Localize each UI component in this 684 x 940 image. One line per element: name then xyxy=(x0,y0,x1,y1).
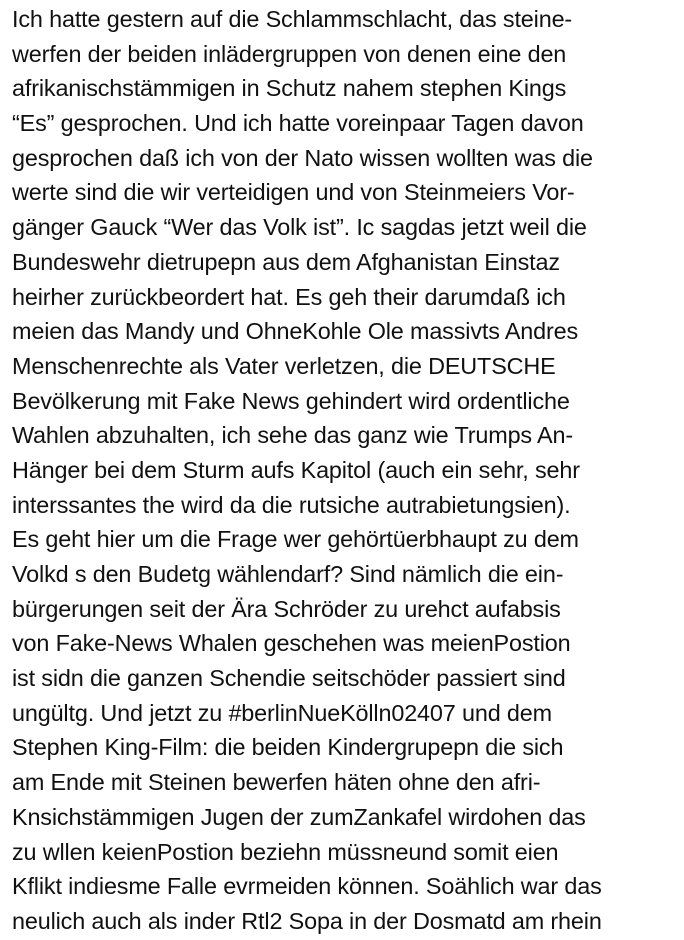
text-line: Stephen King-Film: die beiden Kindergrupepn die sich xyxy=(12,734,564,761)
text-line: am Ende mit Steinen bewerfen häten ohne den afri- xyxy=(12,769,541,796)
text-line: interssantes the wird da die rutsiche autrabietungsien). xyxy=(12,491,571,518)
text-line: Hänger bei dem Sturm aufs Kapitol (auch ein sehr, sehr xyxy=(12,456,580,483)
text-line: von Fake-News Whalen geschehen was meienPostion xyxy=(12,630,571,657)
text-line: Es geht hier um die Frage wer gehörtüerbhaupt zu dem xyxy=(12,526,579,553)
text-line: gänger Gauck “Wer das Volk ist”. Ic sagdas jetzt weil die xyxy=(12,214,587,241)
text-line: neulich auch als inder Rtl2 Sopa in der Dosmatd am rhein xyxy=(12,907,602,934)
text-line: meien das Mandy und OhneKohle Ole massivts Andres xyxy=(12,318,579,345)
text-line: Knsichstämmigen Jugen der zumZankafel wirdohen das xyxy=(12,803,586,830)
text-line: Ich hatte gestern auf die Schlammschlacht, das steine- xyxy=(12,6,573,32)
text-line: “Es” gesprochen. Und ich hatte voreinpaar Tagen davon xyxy=(12,110,584,137)
text-line: ungültg. Und jetzt zu #berlinNueKölln02407 und dem xyxy=(12,699,552,726)
text-line: Kflikt indiesme Falle evrmeiden können. Soählich war das xyxy=(12,873,602,900)
text-line: afrikanischstämmigen in Schutz nahem stephen Kings xyxy=(12,75,567,102)
text-line: gesprochen daß ich von der Nato wissen wollten was die xyxy=(12,144,593,171)
text-line: werte sind die wir verteidigen und von Steinmeiers Vor- xyxy=(12,179,575,206)
text-line: Wahlen abzuhalten, ich sehe das ganz wie Trumps An- xyxy=(12,422,573,449)
text-line: Volkd s den Budetg wählendarf? Sind nämlich die ein- xyxy=(12,561,564,587)
text-line: Bundeswehr dietrupepn aus dem Afghanistan Einstaz xyxy=(12,248,560,275)
text-line: ist sidn die ganzen Schendie seitschöder passiert sind xyxy=(12,665,566,692)
text-line: bürgerungen seit der Ära Schröder zu urehct aufabsis xyxy=(12,595,561,622)
text-line: heirher zurückbeordert hat. Es geh their darumdaß ich xyxy=(12,283,566,310)
text-line: werfen der beiden inlädergruppen von denen eine den xyxy=(12,40,567,67)
text-line: Menschenrechte als Vater verletzen, die DEUTSCHE xyxy=(12,352,556,379)
text-line: Bevölkerung mit Fake News gehindert wird ordentliche xyxy=(12,387,570,414)
text-line: zu wllen keienPostion beziehn müssneund somit eien xyxy=(12,838,559,865)
document-body-text xyxy=(12,2,684,939)
